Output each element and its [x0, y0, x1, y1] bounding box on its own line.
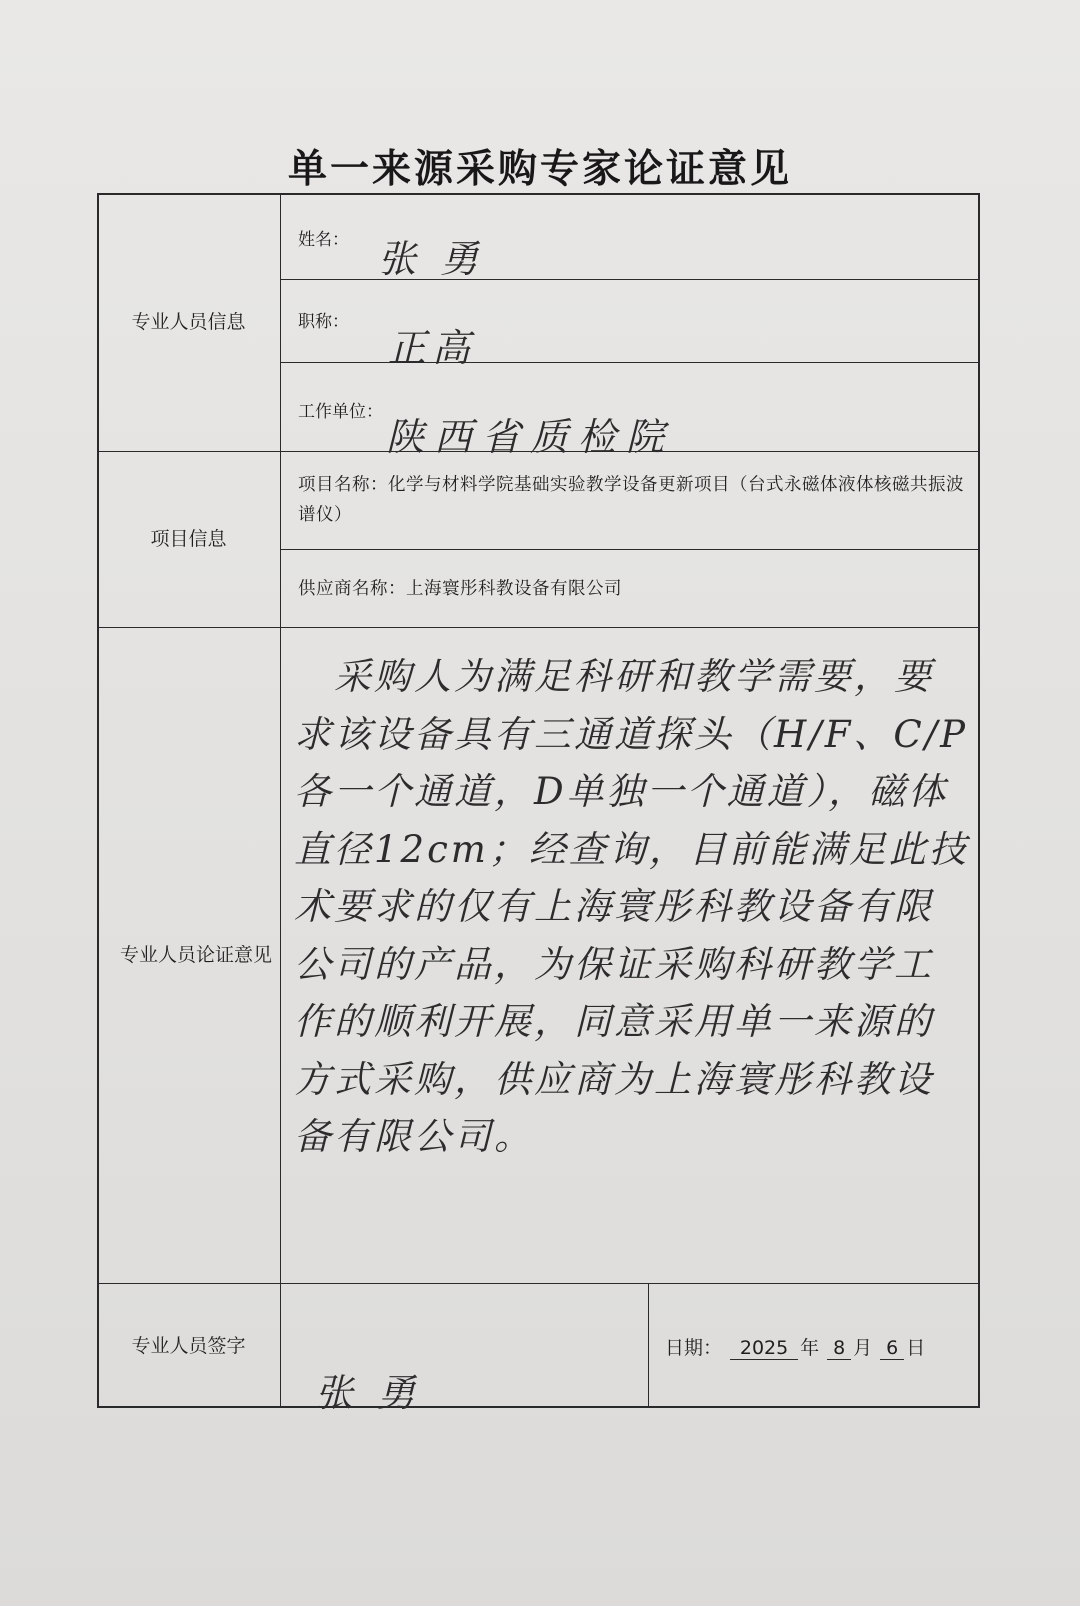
document-title: 单一来源采购专家论证意见 [287, 146, 792, 192]
date-day-unit: 日 [906, 1337, 926, 1359]
supplier-name: 供应商名称：上海寰彤科教设备有限公司 [298, 579, 622, 599]
signature-handwriting: 张 勇 [315, 1371, 422, 1415]
signature-label: 专业人员签字 [131, 1334, 246, 1357]
date-month: 8 [827, 1337, 851, 1360]
opinion-label: 专业人员论证意见 [120, 944, 273, 966]
date-year: 2025 [730, 1337, 798, 1360]
row-divider [280, 549, 980, 550]
date-label: 日期： [665, 1337, 723, 1359]
project-name: 项目名称：化学与材料学院基础实验教学设备更新项目（台式永磁体液体核磁共振波谱仪） [298, 475, 964, 525]
title-handwriting: 正高 [388, 326, 477, 370]
name-label: 姓名： [298, 230, 349, 250]
date-month-unit: 月 [853, 1337, 873, 1359]
org-handwriting: 陕西省质检院 [386, 415, 675, 459]
opinion-handwriting: 采购人为满足科研和教学需要，要求该设备具有三通道探头（H/F、C/P各一个通道，D单独一个通道），磁体直径12cm；经查询，目前能满足此技术要求的仅有上海寰彤科教设备有限公司的产品，为保证采购科研教学工作的顺利开展，同意采用单一来源的方式采购，供应商为上海寰彤科教设备有限公司。 [294, 655, 969, 1158]
project-info-label: 项目信息 [150, 528, 227, 550]
org-label: 工作单位： [298, 402, 383, 422]
date-year-unit: 年 [800, 1337, 820, 1359]
signature-date [665, 1333, 925, 1360]
row-divider [280, 362, 980, 363]
title-label: 职称： [298, 312, 349, 332]
expert-info-label: 专业人员信息 [131, 311, 246, 333]
name-handwriting: 张 勇 [378, 237, 485, 281]
date-day: 6 [880, 1337, 904, 1360]
column-divider [280, 193, 281, 1408]
signature-date-divider [648, 1283, 649, 1408]
